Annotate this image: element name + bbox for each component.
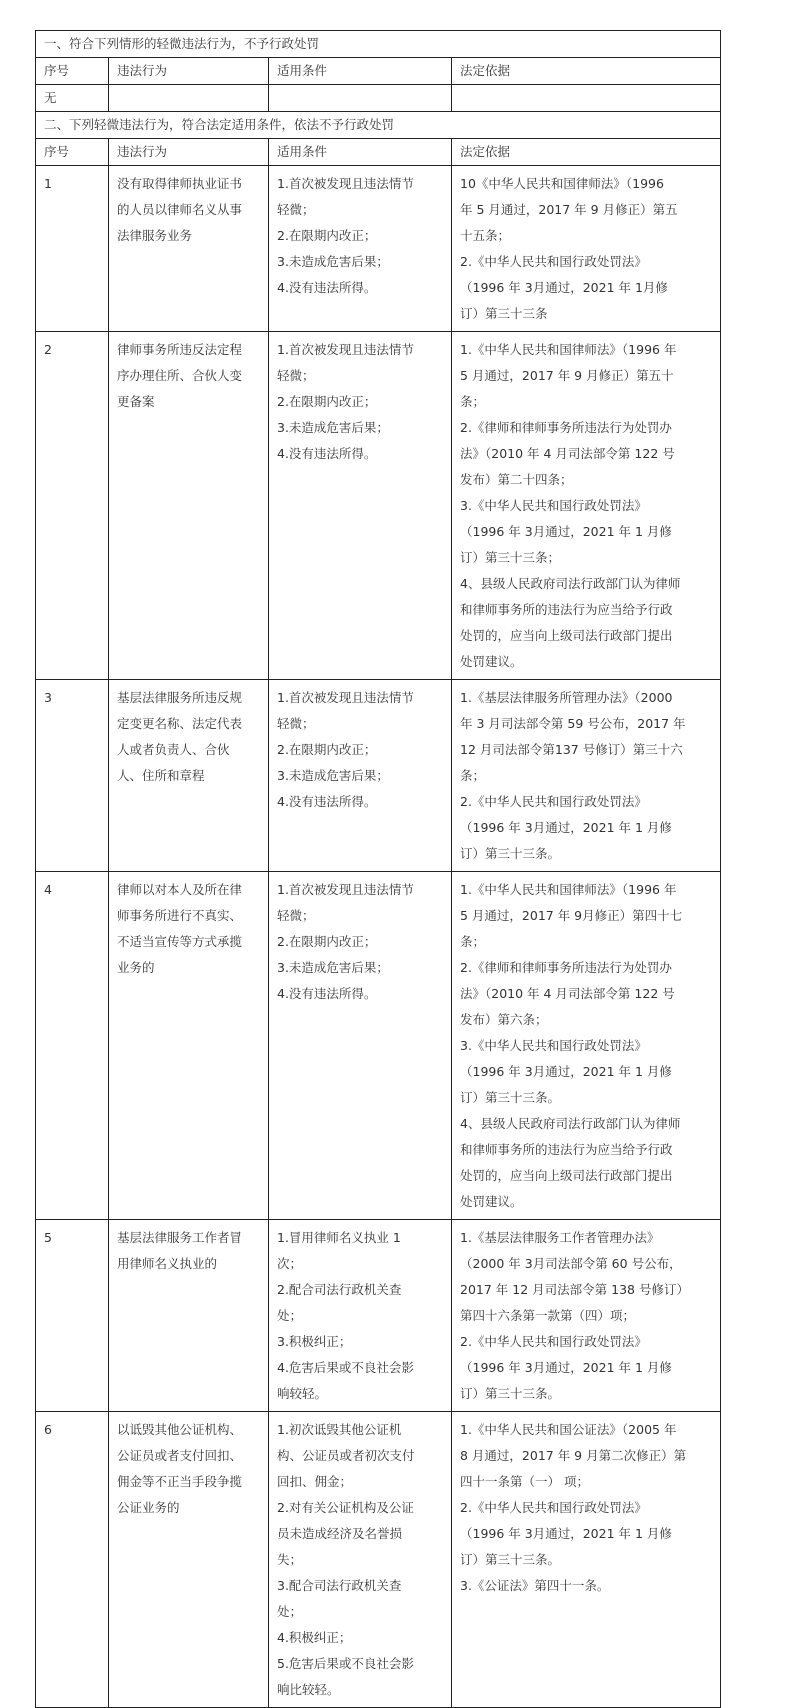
header-act: 违法行为: [109, 58, 269, 85]
condition-cell: 1.初次诋毁其他公证机 构、公证员或者初次支付 回扣、佣金； 2.对有关公证机构及公证 员未造成经济及名誉损 失； 3.配合司法行政机关查 处； 4.积极纠正； 5.危害后果或不良社会影 响比较轻。: [269, 1412, 452, 1708]
violation-cell: 律师事务所违反法定程 序办理住所、合伙人变 更备案: [109, 332, 269, 680]
section1-header-row: [36, 58, 721, 85]
table-row: [36, 332, 721, 680]
row-number: 3: [36, 680, 109, 872]
legal-basis-cell: 1.《中华人民共和国公证法》（2005 年 8 月通过，2017 年 9 月第二次修正）第 四十一条第（一） 项； 2.《中华人民共和国行政处罚法》 （1996 年 3月通过，2021 年 1 月修 订）第三十三条。 3.《公证法》第四十一条。: [452, 1412, 721, 1708]
condition-cell: 1.冒用律师名义执业 1 次； 2.配合司法行政机关查 处； 3.积极纠正； 4.危害后果或不良社会影 响较轻。: [269, 1220, 452, 1412]
condition-cell: 1.首次被发现且违法情节 轻微； 2.在限期内改正； 3.未造成危害后果； 4.没有违法所得。: [269, 332, 452, 680]
legal-basis-cell: 1.《中华人民共和国律师法》（1996 年 5 月通过，2017 年 9月修正）第四十七 条； 2.《律师和律师事务所违法行为处罚办 法》（2010 年 4 月司法部令第 122 号 发布）第六条； 3.《中华人民共和国行政处罚法》 （1996 年 3月通过，2021 年 1 月修 订）第三十三条。 4、县级人民政府司法行政部门认为律师 和律师事务所的违法行为应当给予行政 处罚的，应当向上级司法行政部门提出 处罚建议。: [452, 872, 721, 1220]
header-no: 序号: [36, 139, 109, 166]
section2-title-row: [36, 112, 721, 139]
header-basis: 法定依据: [452, 139, 721, 166]
header-cond: 适用条件: [269, 139, 452, 166]
section1-title: 一、符合下列情形的轻微违法行为，不予行政处罚: [36, 31, 721, 58]
row-number: 5: [36, 1220, 109, 1412]
row-number: 1: [36, 166, 109, 332]
violation-cell: 基层法律服务工作者冒 用律师名义执业的: [109, 1220, 269, 1412]
row-number: 4: [36, 872, 109, 1220]
violation-cell: 没有取得律师执业证书 的人员以律师名义从事 法律服务业务: [109, 166, 269, 332]
legal-basis-cell: 1.《中华人民共和国律师法》（1996 年 5 月通过，2017 年 9 月修正）第五十 条； 2.《律师和律师事务所违法行为处罚办 法》（2010 年 4 月司法部令第 122 号 发布）第二十四条； 3.《中华人民共和国行政处罚法》 （1996 年 3月通过，2021 年 1 月修 订）第三十三条； 4、县级人民政府司法行政部门认为律师 和律师事务所的违法行为应当给予行政 处罚的，应当向上级司法行政部门提出 处罚建议。: [452, 332, 721, 680]
table-row: [36, 166, 721, 332]
penalty-table: [35, 30, 721, 1708]
condition-cell: 1.首次被发现且违法情节 轻微； 2.在限期内改正； 3.未造成危害后果； 4.没有违法所得。: [269, 872, 452, 1220]
empty-cell: 无: [36, 85, 109, 112]
header-basis: 法定依据: [452, 58, 721, 85]
violation-cell: 律师以对本人及所在律 师事务所进行不真实、 不适当宣传等方式承揽 业务的: [109, 872, 269, 1220]
table-row: [36, 1412, 721, 1708]
row-number: 2: [36, 332, 109, 680]
legal-basis-cell: 1.《基层法律服务工作者管理办法》 （2000 年 3月司法部令第 60 号公布， 2017 年 12 月司法部令第 138 号修订） 第四十六条第一款第（四）项； 2.《中华人民共和国行政处罚法》 （1996 年 3月通过，2021 年 1 月修 订）第三十三条。: [452, 1220, 721, 1412]
section1-empty-row: [36, 85, 721, 112]
section2-header-row: [36, 139, 721, 166]
violation-cell: 以诋毁其他公证机构、 公证员或者支付回扣、 佣金等不正当手段争揽 公证业务的: [109, 1412, 269, 1708]
empty-cell: [269, 85, 452, 112]
header-act: 违法行为: [109, 139, 269, 166]
condition-cell: 1.首次被发现且违法情节 轻微； 2.在限期内改正； 3.未造成危害后果； 4.没有违法所得。: [269, 680, 452, 872]
header-cond: 适用条件: [269, 58, 452, 85]
row-number: 6: [36, 1412, 109, 1708]
table-row: [36, 1220, 721, 1412]
legal-basis-cell: 1.《基层法律服务所管理办法》（2000 年 3 月司法部令第 59 号公布，2017 年 12 月司法部令第137 号修订）第三十六 条； 2.《中华人民共和国行政处罚法》 （1996 年 3月通过，2021 年 1 月修 订）第三十三条。: [452, 680, 721, 872]
section2-title: 二、下列轻微违法行为，符合法定适用条件，依法不予行政处罚: [36, 112, 721, 139]
condition-cell: 1.首次被发现且违法情节 轻微； 2.在限期内改正； 3.未造成危害后果； 4.没有违法所得。: [269, 166, 452, 332]
violation-cell: 基层法律服务所违反规 定变更名称、法定代表 人或者负责人、合伙 人、住所和章程: [109, 680, 269, 872]
legal-basis-cell: 10《中华人民共和国律师法》（1996 年 5 月通过，2017 年 9 月修正）第五 十五条； 2.《中华人民共和国行政处罚法》 （1996 年 3月通过，2021 年 1月修 订）第三十三条: [452, 166, 721, 332]
empty-cell: [452, 85, 721, 112]
section1-title-row: [36, 31, 721, 58]
table-row: [36, 680, 721, 872]
table-row: [36, 872, 721, 1220]
empty-cell: [109, 85, 269, 112]
header-no: 序号: [36, 58, 109, 85]
